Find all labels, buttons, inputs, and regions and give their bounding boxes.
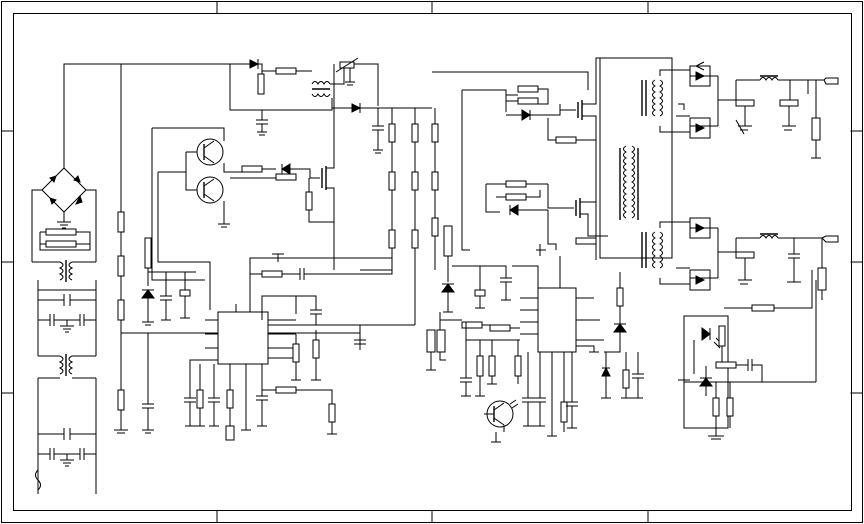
common-mode-choke-icon [60, 354, 72, 376]
electrolytic-capacitor-icon [780, 100, 798, 106]
dual-diode-icon [696, 72, 704, 80]
ground-symbol-icon [114, 430, 128, 433]
main-transformer-icon [620, 146, 638, 220]
ground-symbol-icon [60, 326, 74, 332]
electrolytic-capacitor-icon [736, 100, 754, 106]
ground-symbol-icon [57, 222, 71, 228]
dual-diode-icon [696, 124, 704, 132]
bridge-diode-icon [50, 176, 82, 204]
ground-symbol-icon [60, 460, 74, 466]
feedback-optocoupler [678, 292, 816, 439]
diode-icon [250, 60, 258, 68]
zener-diode-icon [442, 284, 454, 292]
dual-diode-icon [696, 224, 704, 232]
filter-resistor-icon [46, 229, 76, 235]
zener-diode-icon [142, 290, 154, 298]
output-connector-icon [822, 236, 838, 242]
diode-icon [282, 164, 290, 174]
output-transformer-icon [642, 232, 663, 268]
secondary-ic-icon [538, 288, 576, 352]
ic-dip-8-icon [218, 312, 268, 364]
opto-led-icon [702, 328, 710, 340]
output-rectifier-lower [642, 218, 838, 382]
electrolytic-capacitor-icon [180, 290, 190, 296]
zener-diode-icon [602, 368, 610, 376]
dual-diode-icon [696, 276, 704, 284]
diode-icon [522, 110, 530, 120]
pwm-controller-ic [184, 254, 415, 440]
electrolytic-capacitor-icon [736, 252, 754, 258]
aux-transformer-icon [312, 82, 330, 97]
common-mode-choke-icon [60, 260, 72, 282]
diode-icon [614, 324, 626, 332]
npn-transistor-icon [197, 139, 223, 165]
diode-icon [510, 205, 518, 215]
filter-resistor-icon [46, 241, 76, 247]
driver-transistor-pair [152, 64, 334, 310]
diode-icon [352, 104, 360, 112]
output-transformer-icon [642, 80, 663, 116]
output-inductor-icon [760, 78, 778, 81]
output-connector-icon [816, 78, 838, 84]
bias-components [142, 238, 196, 433]
output-inductor-icon [760, 236, 778, 239]
pnp-transistor-icon [197, 177, 223, 203]
drawing-frame [2, 2, 863, 523]
output-rectifier-upper [600, 58, 838, 258]
startup-resistor-icon [276, 68, 296, 74]
gate-drive-section [426, 58, 672, 442]
